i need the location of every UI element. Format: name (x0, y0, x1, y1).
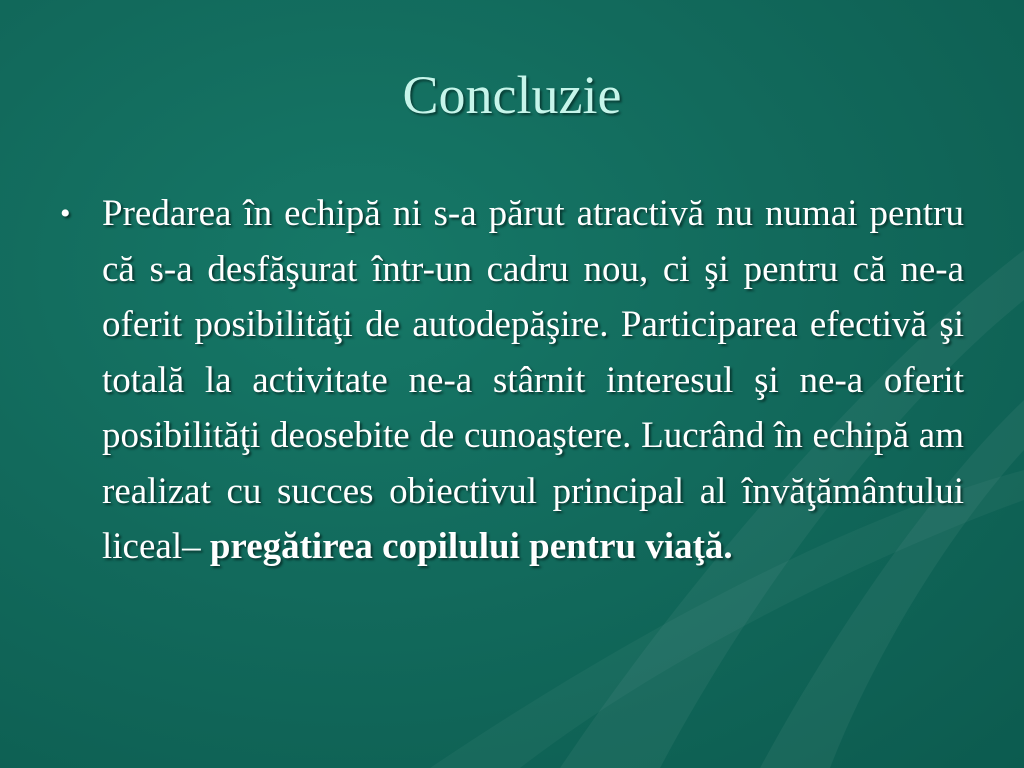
slide-title: Concluzie (402, 65, 622, 125)
paragraph-text: Predarea în echipă ni s-a părut atractivă nu numai pentru că s-a desfăşurat într-un cadru nou, ci şi pentru că ne-a oferit posibilităţi de autodepăşire. Participarea efectivă şi totală la activitate ne-a stârnit interesul şi ne-a oferit posibilităţi deosebite de cunoaştere. Lucrând în echipă am realizat cu succes obiectivul principal al învăţământului liceal– (102, 193, 964, 567)
bullet-item (58, 186, 964, 575)
bullet-list (58, 186, 964, 575)
paragraph-bold-text: pregătirea copilului pentru viaţă. (209, 526, 733, 567)
bullet-marker: • (60, 197, 71, 230)
